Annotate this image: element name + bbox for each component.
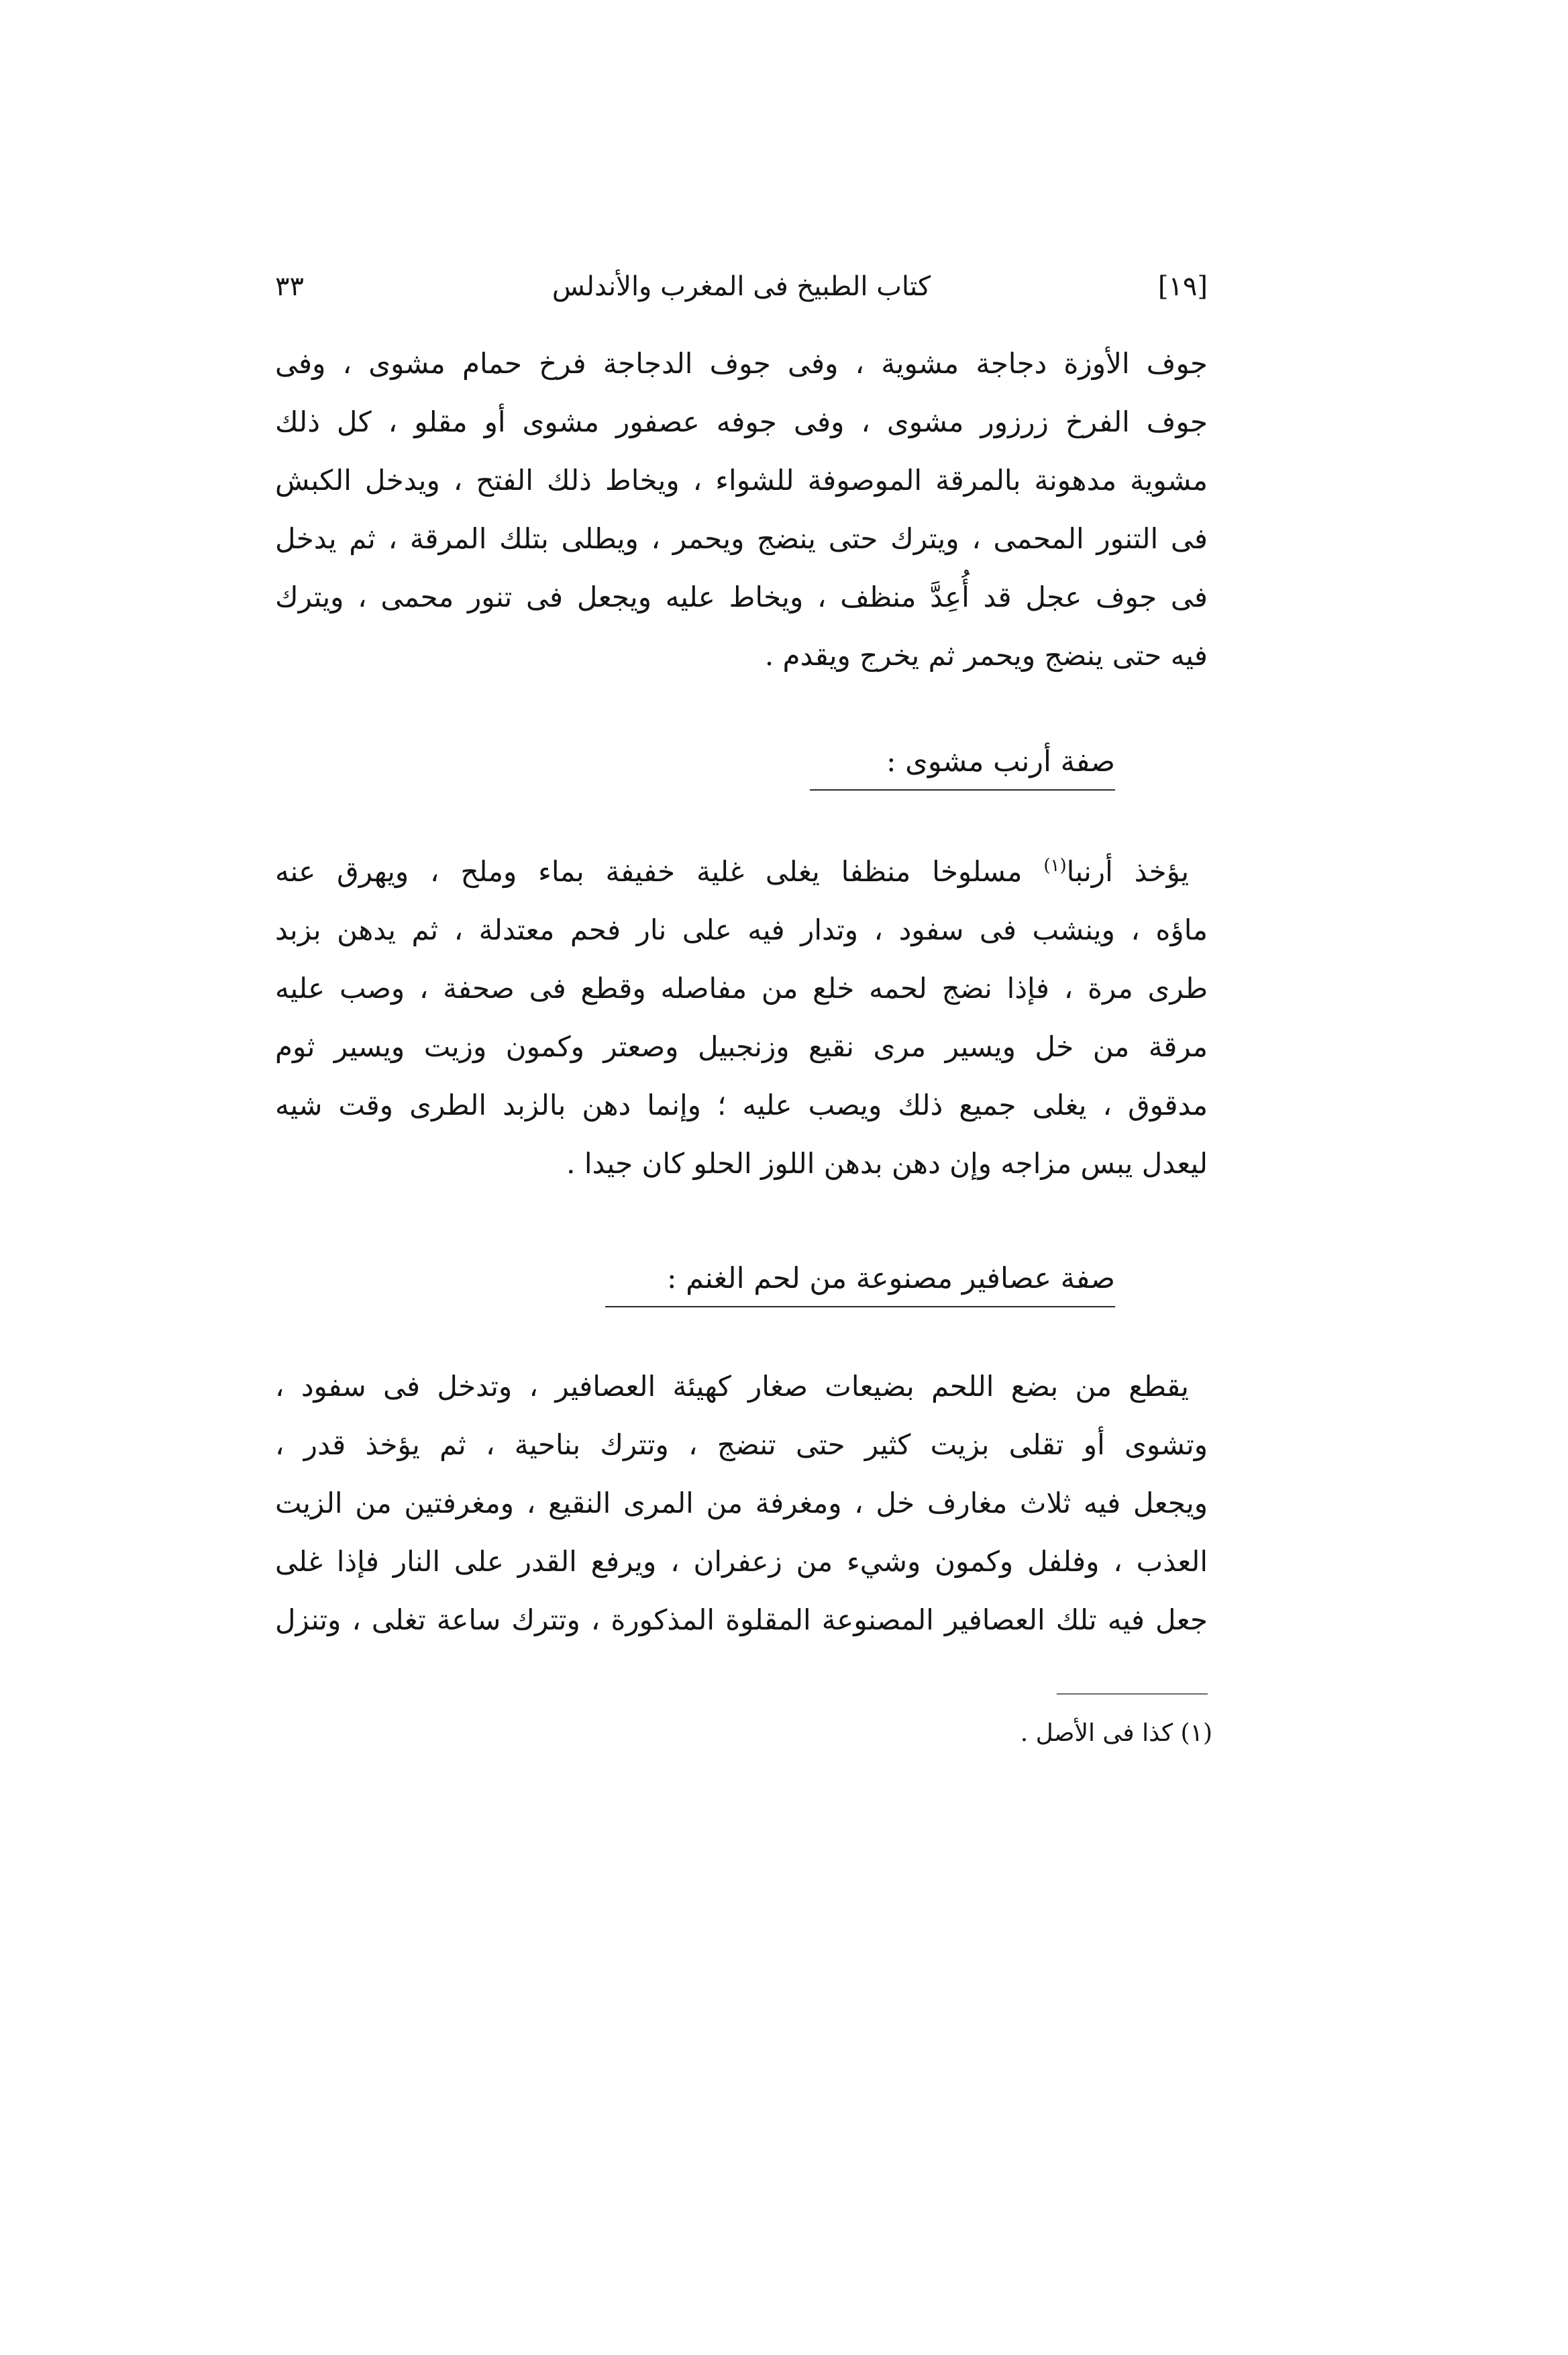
- running-header: [275, 263, 1208, 310]
- text-line: فى جوف عجل قد أُعِدَّ منظف ، ويخاط عليه ويجعل فى تنور محمى ، ويترك: [275, 581, 1208, 613]
- text-line: فيه حتى ينضج ويحمر ثم يخرج ويقدم .: [764, 639, 1208, 672]
- text-line: جوف الفرخ زرزور مشوى ، وفى جوفه عصفور مشوى أو مقلو ، كل ذلك: [275, 405, 1208, 438]
- paragraph-mutton-sparrows: [275, 1357, 1208, 1649]
- text-line: ماؤه ، وينشب فى سفود ، وتدار فيه على نار فحم معتدلة ، ثم يدهن بزبد: [275, 913, 1208, 946]
- text-line: جوف الأوزة دجاجة مشوية ، وفى جوف الدجاجة فرخ حمام مشوى ، وفى: [275, 347, 1208, 380]
- footnote: (١) كذا فى الأصل .: [1020, 1719, 1212, 1747]
- paragraph-roast-rabbit: [275, 842, 1208, 1193]
- text-line: مشوية مدهونة بالمرقة الموصوفة للشواء ، ويخاط ذلك الفتح ، ويدخل الكبش: [275, 464, 1208, 497]
- text-line: ويجعل فيه ثلاث مغارف خل ، ومغرفة من المرى النقيع ، ومغرفتين من الزيت: [275, 1487, 1208, 1519]
- first-line-rest: مسلوخا منظفا يغلى غلية خفيفة بماء وملح ، ويهرق عنه: [275, 855, 1044, 888]
- text-line: فى التنور المحمى ، ويترك حتى ينضج ويحمر ، ويطلى بتلك المرقة ، ثم يدخل: [275, 522, 1208, 555]
- recipe-heading-roast-rabbit: صفة أرنب مشوى :: [810, 738, 1115, 791]
- text-line: ليعدل يبس مزاجه وإن دهن بدهن اللوز الحلو كان جيدا .: [566, 1147, 1208, 1180]
- first-line-start: يؤخذ أرنبا: [1066, 855, 1190, 888]
- text-line: طرى مرة ، فإذا نضج لحمه خلع من مفاصله وقطع فى صحفة ، وصب عليه: [275, 972, 1208, 1005]
- text-line: العذب ، وفلفل وكمون وشيء من زعفران ، ويرفع القدر على النار فإذا غلى: [275, 1545, 1208, 1578]
- text-line: يقطع من بضع اللحم بضيعات صغار كهيئة العصافير ، وتدخل فى سفود ،: [275, 1370, 1189, 1403]
- text-line: مرقة من خل ويسير مرى نقيع وزنجبيل وصعتر وكمون وزيت ويسير ثوم: [275, 1030, 1208, 1063]
- text-line: [275, 842, 1208, 901]
- footnote-reference: (١): [1043, 856, 1067, 876]
- text-line: جعل فيه تلك العصافير المصنوعة المقلوة المذكورة ، وتترك ساعة تغلى ، وتنزل: [275, 1603, 1208, 1636]
- text-line: وتشوى أو تقلى بزيت كثير حتى تنضج ، وتترك بناحية ، ثم يؤخذ قدر ،: [275, 1428, 1208, 1461]
- text-line: مدقوق ، يغلى جميع ذلك ويصب عليه ؛ وإنما دهن بالزبد الطرى وقت شيه: [275, 1089, 1208, 1121]
- page-number: ٣٣: [275, 271, 304, 302]
- section-number: [١٩]: [1157, 271, 1208, 302]
- footnote-divider: [1057, 1693, 1208, 1695]
- paragraph-roast-continuation: [275, 334, 1208, 685]
- running-title: كتاب الطبيخ فى المغرب والأندلس: [552, 271, 931, 302]
- recipe-heading-mutton-sparrows: صفة عصافير مصنوعة من لحم الغنم :: [605, 1255, 1115, 1307]
